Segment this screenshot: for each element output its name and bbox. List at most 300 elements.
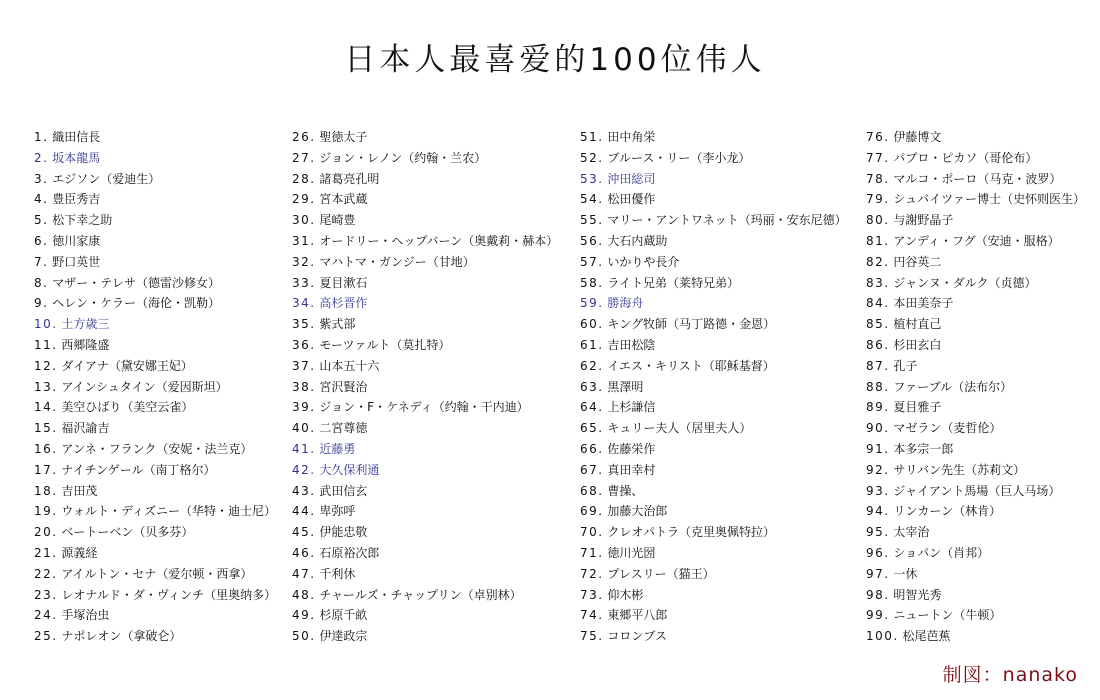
ranking-item [580, 189, 847, 210]
person-name: 武田信玄 [319, 483, 368, 498]
rank-number: 70. [580, 525, 604, 540]
person-name: 大石内蔵助 [607, 233, 668, 248]
rank-number: 42. [292, 462, 316, 477]
ranking-item [292, 252, 558, 273]
rank-number: 6. [34, 233, 49, 248]
rank-number: 51. [580, 130, 604, 144]
ranking-item[interactable] [292, 439, 558, 460]
ranking-item [292, 543, 558, 564]
rank-number: 96. [866, 545, 890, 560]
ranking-item [866, 148, 1085, 169]
ranking-item [292, 356, 558, 377]
rank-number: 39. [292, 400, 316, 415]
person-name: ジョン・F・ケネディ（约翰・干内迪） [319, 400, 529, 415]
rank-number: 38. [292, 379, 316, 394]
person-name: 真田幸村 [607, 462, 656, 477]
rank-number: 66. [580, 441, 604, 456]
ranking-item [866, 189, 1085, 210]
person-name: 佐藤栄作 [607, 441, 656, 456]
person-name: 杉田玄白 [893, 337, 942, 352]
person-name: 仰木彬 [607, 587, 644, 602]
rank-number: 56. [580, 233, 604, 248]
person-name: アイルトン・セナ（爱尔顿・西拿） [61, 566, 253, 581]
person-name: 一休 [893, 566, 918, 581]
ranking-item [34, 273, 276, 294]
rank-number: 27. [292, 150, 316, 165]
ranking-item [866, 605, 1085, 626]
rank-number: 88. [866, 379, 890, 394]
ranking-item [292, 501, 558, 522]
person-name: キング牧師（马丁路德・金恩） [607, 317, 776, 332]
ranking-item [292, 481, 558, 502]
ranking-item [292, 418, 558, 439]
person-name: キュリー夫人（居里夫人） [607, 421, 752, 436]
rank-number: 17. [34, 462, 58, 477]
rank-number: 85. [866, 317, 890, 332]
person-name: ブルース・リー（李小龙） [607, 150, 751, 165]
person-name: マゼラン（麦哲伦） [893, 421, 1002, 436]
ranking-item [34, 481, 276, 502]
ranking-item [580, 585, 847, 606]
person-name: 美空ひばり（美空云雀） [61, 400, 194, 415]
rank-number: 59. [580, 296, 604, 311]
person-name: アンディ・フグ（安迪・服格） [893, 233, 1060, 248]
ranking-item [34, 210, 276, 231]
person-name: ナイチンゲール（南丁格尔） [61, 462, 216, 477]
ranking-item [580, 231, 847, 252]
rank-number: 60. [580, 317, 604, 332]
rank-number: 33. [292, 275, 316, 290]
ranking-item [34, 231, 276, 252]
person-name: 千利休 [319, 566, 356, 581]
ranking-item [866, 335, 1085, 356]
person-name: エジソン（爱迪生） [52, 171, 161, 186]
ranking-item [292, 585, 558, 606]
ranking-item [34, 377, 276, 398]
ranking-item [580, 273, 847, 294]
ranking-item [292, 127, 558, 148]
person-name: ライト兄弟（莱特兄弟） [607, 275, 740, 290]
credit-label: 制図：nanako [942, 664, 1078, 686]
ranking-item [866, 314, 1085, 335]
ranking-item [580, 314, 847, 335]
rank-number: 90. [866, 421, 890, 436]
rank-number: 81. [866, 233, 890, 248]
ranking-item [34, 543, 276, 564]
rank-number: 84. [866, 296, 890, 311]
ranking-item [292, 626, 558, 647]
person-name: パブロ・ピカソ（哥伦布） [893, 150, 1038, 165]
rank-number: 4. [34, 192, 49, 207]
person-name: 伊能忠敬 [319, 525, 368, 540]
ranking-item [34, 460, 276, 481]
ranking-item [34, 626, 276, 647]
person-name: 太宰治 [893, 525, 930, 540]
person-name: ショパン（肖邦） [893, 545, 990, 560]
ranking-item [580, 564, 847, 585]
ranking-item [34, 356, 276, 377]
person-name: 豊臣秀吉 [52, 192, 101, 207]
rank-number: 37. [292, 358, 316, 373]
ranking-item [292, 148, 558, 169]
person-name: ナポレオン（拿破仑） [61, 629, 182, 644]
person-name: 織田信長 [52, 130, 101, 144]
ranking-item [292, 169, 558, 190]
person-name: レオナルド・ダ・ヴィンチ（里奥纳多） [61, 587, 277, 602]
rank-number: 53. [580, 171, 604, 186]
person-name: チャールズ・チャップリン（卓别林） [319, 587, 522, 602]
person-name: マルコ・ポーロ（马克・波罗） [893, 171, 1062, 186]
person-name: 伊藤博文 [893, 130, 942, 144]
ranking-item [580, 522, 847, 543]
ranking-item [34, 293, 276, 314]
ranking-item [866, 273, 1085, 294]
rank-number: 40. [292, 421, 316, 436]
rank-number: 22. [34, 566, 58, 581]
rank-number: 55. [580, 213, 604, 228]
ranking-item[interactable] [34, 148, 276, 169]
ranking-item [34, 585, 276, 606]
rank-number: 29. [292, 192, 316, 207]
rank-number: 94. [866, 504, 890, 519]
ranking-item [292, 314, 558, 335]
rank-number: 67. [580, 462, 604, 477]
rank-number: 35. [292, 317, 316, 332]
rank-number: 50. [292, 629, 316, 644]
ranking-item [292, 605, 558, 626]
person-name: クレオパトラ（克里奥佩特拉） [607, 525, 775, 540]
rank-number: 3. [34, 171, 49, 186]
person-name: 吉田茂 [61, 483, 98, 498]
person-name: 徳川光圀 [607, 545, 656, 560]
ranking-item [580, 605, 847, 626]
person-name: シュバイツァー博士（史怀则医生） [893, 192, 1086, 207]
person-name: モーツァルト（莫扎特） [319, 337, 451, 352]
ranking-item [866, 356, 1085, 377]
ranking-item [292, 231, 558, 252]
person-name: 源義経 [61, 545, 98, 560]
person-name: オードリー・ヘップバーン（奥戴莉・赫本） [319, 233, 559, 248]
person-name: 西郷隆盛 [61, 337, 110, 352]
rank-number: 24. [34, 608, 58, 623]
rank-number: 73. [580, 587, 604, 602]
ranking-item [580, 335, 847, 356]
rank-number: 46. [292, 545, 316, 560]
rank-number: 91. [866, 441, 890, 456]
rank-number: 86. [866, 337, 890, 352]
ranking-item [866, 210, 1085, 231]
ranking-item [580, 210, 847, 231]
person-name: 伊達政宗 [319, 629, 368, 644]
rank-number: 13. [34, 379, 58, 394]
ranking-item [580, 626, 847, 647]
rank-number: 31. [292, 233, 316, 248]
person-name: 卑弥呼 [319, 504, 356, 519]
person-name: ファーブル（法布尔） [893, 379, 1013, 394]
rank-number: 61. [580, 337, 604, 352]
person-name: 宮本武蔵 [319, 192, 368, 207]
ranking-item[interactable] [292, 293, 558, 314]
ranking-item [34, 605, 276, 626]
ranking-item [34, 335, 276, 356]
ranking-item [866, 564, 1085, 585]
rank-number: 18. [34, 483, 58, 498]
rank-number: 65. [580, 421, 604, 436]
person-name[interactable]: 大久保利通 [319, 462, 380, 477]
rank-number: 71. [580, 545, 604, 560]
rank-number: 95. [866, 525, 890, 540]
rank-number: 79. [866, 192, 890, 207]
rank-number: 72. [580, 566, 604, 581]
person-name: 宮沢賢治 [319, 379, 368, 394]
rank-number: 34. [292, 296, 316, 311]
ranking-item [292, 189, 558, 210]
rank-number: 23. [34, 587, 58, 602]
rank-number: 2. [34, 150, 49, 165]
person-name: 東郷平八郎 [607, 608, 668, 623]
person-name: 松尾芭蕉 [902, 629, 951, 644]
ranking-item [292, 397, 558, 418]
rank-number: 52. [580, 150, 604, 165]
ranking-item [34, 169, 276, 190]
rank-number: 20. [34, 525, 58, 540]
ranking-item [866, 460, 1085, 481]
rank-number: 97. [866, 566, 890, 581]
person-name: 吉田松陰 [607, 337, 656, 352]
person-name: マザー・テレサ（德雷沙修女） [52, 275, 221, 290]
person-name: ジャイアント馬場（巨人马场） [893, 483, 1061, 498]
ranking-item [866, 293, 1085, 314]
person-name: ベートーベン（贝多芬） [61, 525, 194, 540]
ranking-item [580, 460, 847, 481]
rank-number: 5. [34, 213, 49, 228]
ranking-item[interactable] [34, 314, 276, 335]
ranking-item [866, 481, 1085, 502]
rank-number: 64. [580, 400, 604, 415]
person-name: 田中角栄 [607, 130, 656, 144]
ranking-item [866, 522, 1085, 543]
ranking-item [866, 501, 1085, 522]
ranking-item [866, 127, 1085, 148]
ranking-item [580, 356, 847, 377]
ranking-item [34, 439, 276, 460]
person-name: マリー・アントワネット（玛丽・安东尼德） [607, 213, 847, 228]
rank-number: 62. [580, 358, 604, 373]
ranking-item [866, 543, 1085, 564]
person-name: 二宮尊徳 [319, 421, 368, 436]
person-name: 尾崎豊 [319, 213, 356, 228]
person-name: 夏目雅子 [893, 400, 942, 415]
person-name: ウォルト・ディズニー（华特・迪士尼） [61, 504, 276, 519]
rank-number: 83. [866, 275, 890, 290]
rank-number: 82. [866, 254, 890, 269]
person-name: 紫式部 [319, 317, 356, 332]
rank-number: 44. [292, 504, 316, 519]
person-name: ジャンヌ・ダルク（贞德） [893, 275, 1037, 290]
rank-number: 1. [34, 130, 49, 144]
person-name: 石原裕次郎 [319, 545, 380, 560]
rank-number: 32. [292, 254, 316, 269]
rank-number: 74. [580, 608, 604, 623]
person-name: 諸葛亮孔明 [319, 171, 380, 186]
rank-number: 54. [580, 192, 604, 207]
person-name: 孔子 [893, 358, 918, 373]
person-name: 与謝野晶子 [893, 213, 954, 228]
ranking-item [866, 377, 1085, 398]
rank-number: 25. [34, 629, 58, 644]
rank-number: 58. [580, 275, 604, 290]
rank-number: 57. [580, 254, 604, 269]
person-name[interactable]: 坂本龍馬 [52, 150, 101, 165]
ranking-item [292, 564, 558, 585]
ranking-item [580, 252, 847, 273]
rank-number: 11. [34, 337, 58, 352]
person-name: 本多宗一郎 [893, 441, 954, 456]
person-name: マハトマ・ガンジー（甘地） [319, 254, 475, 269]
person-name: 福沢諭吉 [61, 421, 110, 436]
ranking-item [866, 252, 1085, 273]
ranking-item [580, 418, 847, 439]
person-name: 松田優作 [607, 192, 656, 207]
person-name: イエス・キリスト（耶稣基督） [607, 358, 775, 373]
ranking-item [34, 501, 276, 522]
rank-number: 47. [292, 566, 316, 581]
person-name: サリバン先生（苏莉文） [893, 462, 1026, 477]
rank-number: 63. [580, 379, 604, 394]
ranking-item [34, 564, 276, 585]
person-name: 加藤大治郎 [607, 504, 668, 519]
ranking-item [580, 377, 847, 398]
person-name: ヘレン・ケラー（海伦・凯勒） [52, 296, 220, 311]
person-name: 野口英世 [52, 254, 101, 269]
rank-number: 28. [292, 171, 316, 186]
person-name: いかりや長介 [607, 254, 680, 269]
ranking-column-2 [292, 127, 558, 647]
person-name: 黒澤明 [607, 379, 644, 394]
rank-number: 92. [866, 462, 890, 477]
person-name: 曹操、 [607, 483, 644, 498]
ranking-item [866, 626, 1085, 647]
rank-number: 43. [292, 483, 316, 498]
person-name: 徳川家康 [52, 233, 101, 248]
person-name: アンネ・フランク（安妮・法兰克） [61, 441, 253, 456]
ranking-item [866, 418, 1085, 439]
rank-number: 15. [34, 421, 58, 436]
ranking-item [580, 481, 847, 502]
person-name: 明智光秀 [893, 587, 942, 602]
person-name: 松下幸之助 [52, 213, 113, 228]
ranking-item [580, 543, 847, 564]
rank-number: 14. [34, 400, 58, 415]
person-name[interactable]: 高杉晋作 [319, 296, 368, 311]
rank-number: 45. [292, 525, 316, 540]
rank-number: 68. [580, 483, 604, 498]
ranking-item [866, 439, 1085, 460]
person-name: ニュートン（牛顿） [893, 608, 1002, 623]
rank-number: 7. [34, 254, 49, 269]
person-name: 聖徳太子 [319, 130, 368, 144]
rank-number: 100. [866, 629, 899, 644]
rank-number: 87. [866, 358, 890, 373]
rank-number: 8. [34, 275, 49, 290]
ranking-item [580, 397, 847, 418]
ranking-item [34, 189, 276, 210]
ranking-item [866, 585, 1085, 606]
rank-number: 16. [34, 441, 58, 456]
rank-number: 75. [580, 629, 604, 644]
rank-number: 48. [292, 587, 316, 602]
ranking-item [292, 273, 558, 294]
person-name[interactable]: 土方歳三 [61, 317, 110, 332]
ranking-item[interactable] [292, 460, 558, 481]
ranking-item [292, 210, 558, 231]
ranking-column-3 [580, 127, 847, 647]
ranking-item [34, 522, 276, 543]
ranking-item [292, 377, 558, 398]
rank-number: 19. [34, 504, 58, 519]
person-name: 杉原千畝 [319, 608, 368, 623]
person-name[interactable]: 近藤勇 [319, 441, 356, 456]
rank-number: 76. [866, 130, 890, 144]
ranking-item [292, 335, 558, 356]
ranking-item[interactable] [580, 293, 847, 314]
rank-number: 69. [580, 504, 604, 519]
ranking-item [580, 127, 847, 148]
person-name: ダイアナ（黛安娜王妃） [61, 358, 193, 373]
ranking-item [34, 418, 276, 439]
ranking-item [292, 522, 558, 543]
ranking-item [580, 501, 847, 522]
rank-number: 36. [292, 337, 316, 352]
person-name: 山本五十六 [319, 358, 380, 373]
ranking-item [34, 252, 276, 273]
rank-number: 9. [34, 296, 49, 311]
rank-number: 10. [34, 317, 58, 332]
person-name: コロンブス [607, 629, 667, 644]
person-name: プレスリー（猫王） [607, 566, 715, 581]
rank-number: 89. [866, 400, 890, 415]
person-name[interactable]: 沖田総司 [607, 171, 656, 186]
ranking-item [34, 397, 276, 418]
rank-number: 26. [292, 130, 316, 144]
ranking-item [580, 148, 847, 169]
ranking-item [580, 439, 847, 460]
rank-number: 80. [866, 213, 890, 228]
person-name: ジョン・レノン（约翰・兰农） [319, 150, 487, 165]
person-name: 手塚治虫 [61, 608, 110, 623]
rank-number: 41. [292, 441, 316, 456]
ranking-column-4 [866, 127, 1085, 647]
rank-number: 93. [866, 483, 890, 498]
ranking-item [866, 397, 1085, 418]
rank-number: 12. [34, 358, 58, 373]
page-title: 日本人最喜爱的100位伟人 [344, 42, 766, 78]
ranking-item [866, 169, 1085, 190]
rank-number: 21. [34, 545, 58, 560]
person-name: 上杉謙信 [607, 400, 656, 415]
rank-number: 99. [866, 608, 890, 623]
person-name[interactable]: 勝海舟 [607, 296, 644, 311]
rank-number: 30. [292, 213, 316, 228]
rank-number: 98. [866, 587, 890, 602]
rank-number: 49. [292, 608, 316, 623]
person-name: リンカーン（林肯） [893, 504, 1002, 519]
ranking-item [34, 127, 276, 148]
rank-number: 78. [866, 171, 890, 186]
person-name: 夏目漱石 [319, 275, 368, 290]
ranking-item[interactable] [580, 169, 847, 190]
person-name: 円谷英二 [893, 254, 942, 269]
